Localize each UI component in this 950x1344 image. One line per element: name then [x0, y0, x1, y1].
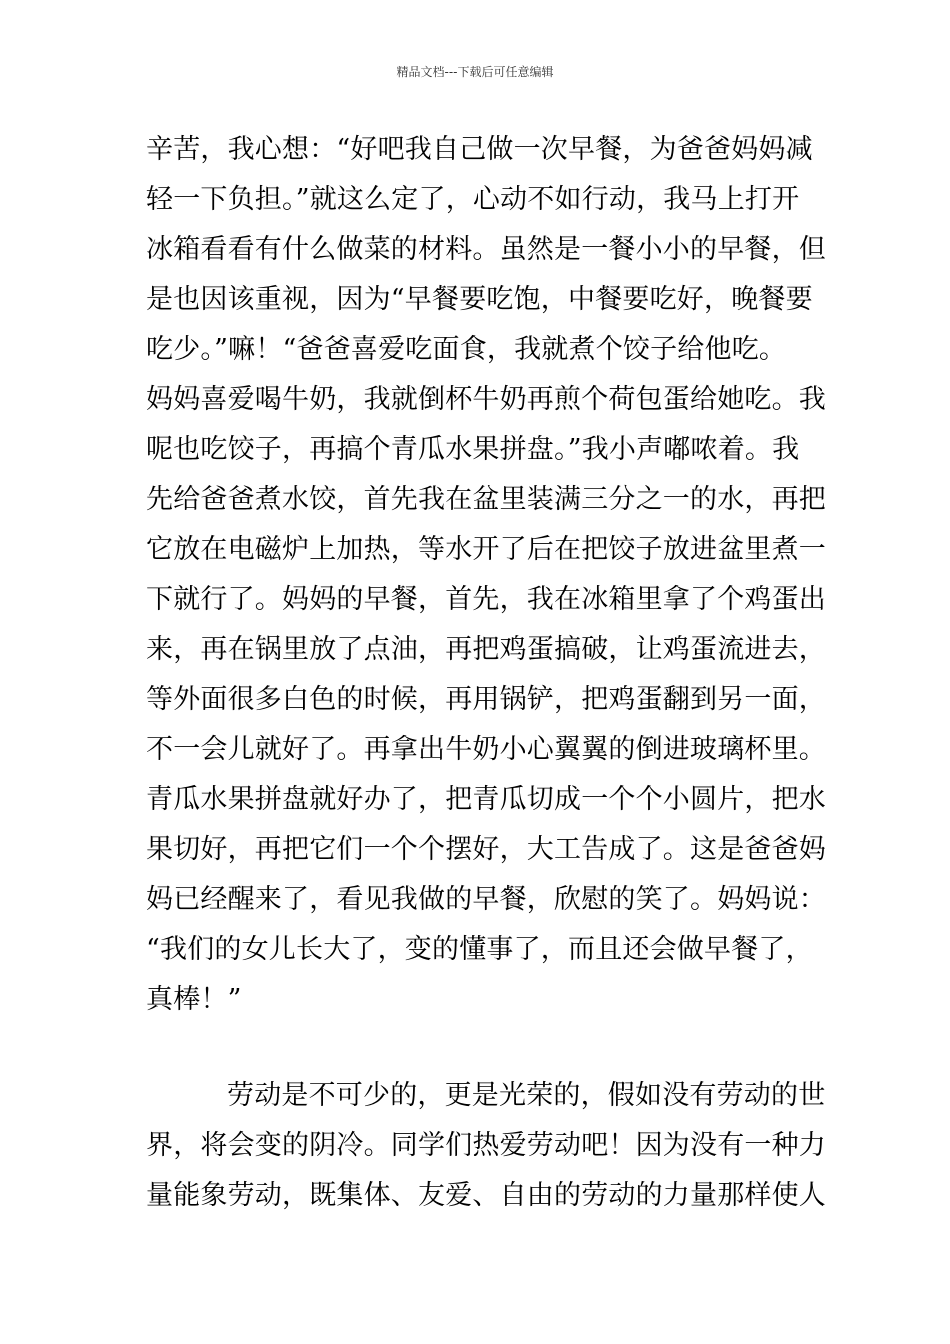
text-line: “我们的女儿长大了，变的懂事了，而且还会做早餐了，: [146, 934, 813, 965]
page-header-watermark: 精品文档---下载后可任意编辑: [396, 65, 554, 79]
text-line: 冰箱看看有什么做菜的材料。虽然是一餐小小的早餐，但: [146, 234, 826, 265]
text-line: 不一会儿就好了。再拿出牛奶小心翼翼的倒进玻璃杯里。: [146, 734, 826, 765]
text-line: 先给爸爸煮水饺，首先我在盆里装满三分之一的水，再把: [146, 484, 826, 515]
text-line: 辛苦，我心想：“好吧我自己做一次早餐，为爸爸妈妈减: [146, 134, 813, 165]
text-line: 呢也吃饺子，再搞个青瓜水果拼盘。”我小声嘟哝着。我: [146, 434, 800, 465]
paragraph-1: [146, 125, 826, 1025]
text-line: 劳动是不可少的，更是光荣的，假如没有劳动的世: [227, 1080, 826, 1111]
text-line: 吃少。”嘛！“爸爸喜爱吃面食，我就煮个饺子给他吃。: [146, 334, 787, 365]
text-line: 量能象劳动，既集体、友爱、自由的劳动的力量那样使人: [146, 1180, 826, 1211]
text-line: 界，将会变的阴冷。同学们热爱劳动吧！因为没有一种力: [146, 1130, 826, 1161]
text-line: 青瓜水果拼盘就好办了，把青瓜切成一个个小圆片，把水: [146, 784, 826, 815]
text-line: 真棒！”: [146, 984, 242, 1015]
text-line: 果切好，再把它们一个个摆好，大工告成了。这是爸爸妈: [146, 834, 826, 865]
text-line: 来，再在锅里放了点油，再把鸡蛋搞破，让鸡蛋流进去，: [146, 634, 826, 665]
paragraph-2: [146, 1071, 826, 1221]
text-line: 下就行了。妈妈的早餐，首先，我在冰箱里拿了个鸡蛋出: [146, 584, 826, 615]
text-line: 轻一下负担。”就这么定了，心动不如行动，我马上打开: [146, 184, 800, 215]
text-line: 它放在电磁炉上加热，等水开了后在把饺子放进盆里煮一: [146, 534, 826, 565]
text-line: 是也因该重视，因为“早餐要吃饱，中餐要吃好，晚餐要: [146, 284, 813, 315]
text-line: 妈已经醒来了，看见我做的早餐，欣慰的笑了。妈妈说：: [146, 884, 826, 915]
text-line: 妈妈喜爱喝牛奶，我就倒杯牛奶再煎个荷包蛋给她吃。我: [146, 384, 826, 415]
text-line: 等外面很多白色的时候，再用锅铲，把鸡蛋翻到另一面，: [146, 684, 826, 715]
